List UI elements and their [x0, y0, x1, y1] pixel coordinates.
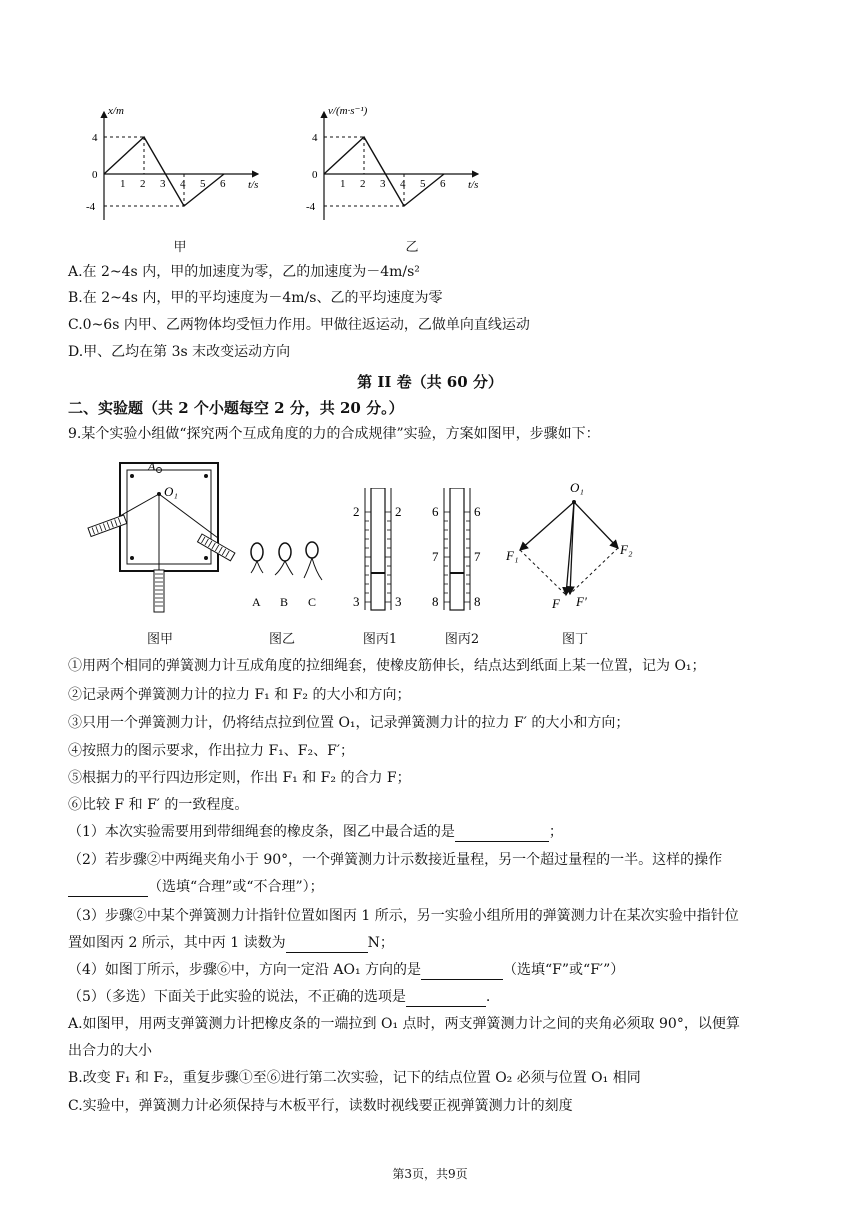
fig-ding-label-f2: F₂ [620, 542, 633, 557]
option-q9-c: C.实验中，弹簧测力计必须保持与木板平行，读数时视线要正视弹簧测力计的刻度 [68, 1098, 573, 1114]
option-q8-a: A.在 2~4s 内，甲的加速度为零，乙的加速度为－4m/s² [68, 264, 420, 280]
figure-jia [80, 458, 240, 623]
fig-bing1-tick: 3 [395, 594, 402, 609]
question-4: （4）如图丁所示，步骤⑥中，方向一定沿 AO₁ 方向的是 （选填“F”或“F′”） [68, 962, 625, 978]
graph-jia-caption: 甲 [173, 240, 187, 255]
fig-bing2-tick: 8 [474, 594, 481, 609]
fig-bing2-tick: 7 [474, 549, 481, 564]
question-3-line2: 置如图丙 2 所示，其中丙 1 读数为 N； [68, 935, 394, 951]
fig-yi-label: C [308, 595, 317, 609]
option-q8-b: B.在 2~4s 内，甲的平均速度为－4m/s、乙的平均速度为零 [68, 290, 443, 306]
fig-ding-label-f: F [552, 596, 560, 611]
graph-yi-line [324, 137, 444, 206]
graph-jia-xtick: 3 [160, 178, 166, 190]
fig-yi-label: A [252, 595, 261, 609]
option-q8-c: C.0~6s 内甲、乙两物体均受恒力作用。甲做往返运动，乙做单向直线运动 [68, 317, 530, 333]
answer-blank[interactable] [286, 936, 368, 953]
graph-yi-xtick: 4 [400, 178, 406, 190]
fig-ding-caption: 图丁 [561, 632, 588, 647]
graph-jia-xtick: 4 [180, 178, 186, 190]
answer-blank[interactable] [455, 825, 549, 842]
fig-jia-caption: 图甲 [146, 632, 173, 647]
graph-yi-ylabel: v/(m·s⁻¹) [328, 105, 368, 117]
step-4: ④按照力的图示要求，作出拉力 F₁、F₂、F′； [68, 743, 354, 759]
fig-bing1-tick: 2 [395, 504, 402, 519]
graph-yi [288, 100, 498, 235]
fig-bing2-tick: 7 [432, 549, 439, 564]
answer-blank[interactable] [406, 990, 486, 1007]
graph-jia-ytick: 4 [92, 132, 98, 144]
fig-bing1-tick: 3 [353, 594, 360, 609]
fig-jia-label-a: A [148, 459, 156, 473]
graph-jia-line [104, 137, 224, 206]
answer-blank[interactable] [421, 963, 503, 980]
section-heading: 二、实验题（共 2 个小题每空 2 分，共 20 分。） [68, 399, 404, 417]
step-5: ⑤根据力的平行四边形定则，作出 F₁ 和 F₂ 的合力 F； [68, 770, 411, 786]
graph-yi-xtick: 6 [440, 178, 446, 190]
fig-bing2-tick: 6 [432, 504, 439, 519]
graph-yi-caption: 乙 [405, 240, 419, 255]
graph-jia-ytick: 0 [92, 169, 98, 181]
step-1: ①用两个相同的弹簧测力计互成角度的拉细绳套，使橡皮筋伸长，结点达到纸面上某一位置，记为 O₁； [68, 658, 706, 674]
fig-bing2-tick: 8 [432, 594, 439, 609]
graph-yi-ytick: 0 [312, 169, 318, 181]
question-3-line1: （3）步骤②中某个弹簧测力计指针位置如图丙 1 所示，另一实验小组所用的弹簧测力计在某次实验中指针位 [68, 908, 739, 924]
graph-jia-xtick: 2 [140, 178, 146, 190]
step-2: ②记录两个弹簧测力计的拉力 F₁ 和 F₂ 的大小和方向； [68, 687, 411, 703]
question-2-line2: （选填“合理”或“不合理”）； [68, 877, 324, 897]
graph-jia-xlabel: t/s [248, 179, 259, 191]
page-footer: 第3页，共9页 [392, 1167, 468, 1181]
figure-ding [500, 478, 650, 618]
graph-jia-ylabel: x/m [108, 105, 124, 117]
graph-yi-xlabel: t/s [468, 179, 479, 191]
fig-bing2-caption: 图丙2 [444, 632, 480, 647]
figure-bing2 [422, 488, 494, 613]
fig-ding-label-f1: F₁ [506, 548, 519, 563]
graph-yi-ytick: -4 [306, 201, 316, 213]
fig-bing1-tick: 2 [353, 504, 360, 519]
option-q8-d: D.甲、乙均在第 3s 末改变运动方向 [68, 344, 291, 360]
answer-blank[interactable] [68, 880, 148, 897]
q9-intro: 9.某个实验小组做“探究两个互成角度的力的合成规律”实验，方案如图甲，步骤如下： [68, 426, 600, 442]
question-1: （1）本次实验需要用到带细绳套的橡皮条，图乙中最合适的是 ； [68, 824, 563, 840]
graph-yi-xtick: 1 [340, 178, 346, 190]
fig-yi-caption: 图乙 [268, 632, 295, 647]
option-q9-a: A.如图甲，用两支弹簧测力计把橡皮条的一端拉到 O₁ 点时，两支弹簧测力计之间的夹角必须取 90°，以便算 [68, 1016, 740, 1032]
question-5: （5）（多选）下面关于此实验的说法，不正确的选项是 . [68, 989, 491, 1005]
step-3: ③只用一个弹簧测力计，仍将结点拉到位置 O₁，记录弹簧测力计的拉力 F′ 的大小和方向； [68, 715, 630, 731]
graph-jia-xtick: 5 [200, 178, 206, 190]
fig-jia-label-o1: O₁ [164, 484, 178, 499]
fig-bing1-caption: 图丙1 [362, 632, 398, 647]
fig-ding-label-fprime: F′ [576, 594, 587, 609]
option-q9-a-cont: 出合力的大小 [68, 1043, 152, 1059]
graph-jia-xtick: 1 [120, 178, 126, 190]
figure-bing1 [345, 488, 415, 613]
graph-yi-xtick: 3 [380, 178, 386, 190]
graph-jia-xtick: 6 [220, 178, 226, 190]
option-q9-b: B.改变 F₁ 和 F₂，重复步骤①至⑥进行第二次实验，记下的结点位置 O₂ 必须与位置 O₁ 相同 [68, 1070, 641, 1086]
fig-bing2-tick: 6 [474, 504, 481, 519]
question-2-line1: （2）若步骤②中两绳夹角小于 90°，一个弹簧测力计示数接近量程，另一个超过量程的一半。这样的操作 [68, 852, 723, 868]
graph-jia-ytick: -4 [86, 201, 96, 213]
graph-yi-xtick: 5 [420, 178, 426, 190]
figure-yi [240, 540, 330, 620]
graph-yi-ytick: 4 [312, 132, 318, 144]
fig-ding-label-o1: O₁ [570, 480, 584, 495]
graph-jia [68, 100, 278, 235]
fig-yi-label: B [280, 595, 289, 609]
graph-yi-xtick: 2 [360, 178, 366, 190]
section-title: 第 II 卷（共 60 分） [357, 373, 503, 391]
step-6: ⑥比较 F 和 F′ 的一致程度。 [68, 797, 249, 813]
